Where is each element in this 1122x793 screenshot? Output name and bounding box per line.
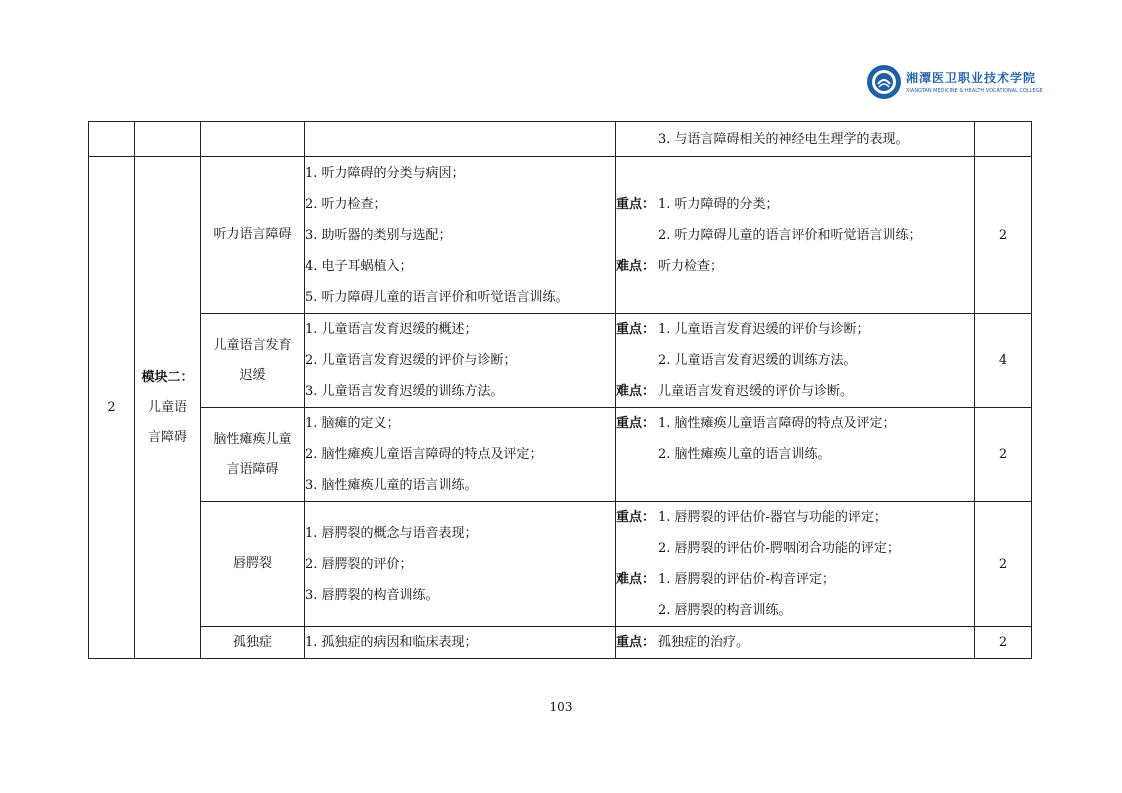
focus-cell: 重点： 孤独症的治疗。 bbox=[616, 627, 975, 659]
hours-cell: 4 bbox=[975, 314, 1032, 408]
hours-cell: 2 bbox=[975, 408, 1032, 502]
page-number: 103 bbox=[549, 700, 573, 714]
content-cell: 1. 听力障碍的分类与病因； 2. 听力检查； 3. 助听器的类别与选配； 4. 电子耳蜗植入； 5. 听力障碍儿童的语言评价和听觉语言训练。 bbox=[305, 157, 616, 314]
topic-cell: 听力语言障碍 bbox=[201, 157, 305, 314]
table-row bbox=[89, 408, 1032, 502]
focus-label: 重点： bbox=[616, 416, 656, 431]
difficulty-label: 难点： bbox=[616, 572, 656, 587]
college-name-en: XIANGTAN MEDICINE & HEALTH VOCATIONAL COLLEGE bbox=[906, 88, 1043, 94]
table-row bbox=[89, 122, 1032, 157]
course-table bbox=[88, 121, 1032, 659]
focus-label: 重点： bbox=[616, 635, 656, 650]
focus-cell: 重点： 1. 脑性瘫痪儿童语言障碍的特点及评定； 2. 脑性瘫痪儿童的语言训练。 bbox=[616, 408, 975, 502]
hours-cell: 2 bbox=[975, 627, 1032, 659]
content-cell: 1. 脑瘫的定义； 2. 脑性瘫痪儿童语言障碍的特点及评定； 3. 脑性瘫痪儿童的语言训练。 bbox=[305, 408, 616, 502]
topic-cell: 孤独症 bbox=[201, 627, 305, 659]
topic-cell: 儿童语言发育 迟缓 bbox=[201, 314, 305, 408]
table-row bbox=[89, 314, 1032, 408]
table-row bbox=[89, 627, 1032, 659]
module-index: 2 bbox=[89, 157, 135, 659]
difficulty-label: 难点： bbox=[616, 384, 656, 399]
focus-cell: 重点： 1. 唇腭裂的评估价-器官与功能的评定； 2. 唇腭裂的评估价-腭咽闭合功能的评定； 难点： 1. 唇腭裂的评估价-构音评定； 2. 唇腭裂的构音训练。 bbox=[616, 502, 975, 627]
content-cell: 1. 孤独症的病因和临床表现； bbox=[305, 627, 616, 659]
topic-cell: 脑性瘫痪儿童 言语障碍 bbox=[201, 408, 305, 502]
focus-label: 重点： bbox=[616, 322, 656, 337]
focus-cell: 3. 与语言障碍相关的神经电生理学的表现。 bbox=[616, 122, 975, 157]
hours-cell: 2 bbox=[975, 157, 1032, 314]
focus-label: 重点： bbox=[616, 196, 656, 212]
content-cell: 1. 唇腭裂的概念与语音表现； 2. 唇腭裂的评价； 3. 唇腭裂的构音训练。 bbox=[305, 502, 616, 627]
focus-cell: 重点： 1. 听力障碍的分类； 2. 听力障碍儿童的语言评价和听觉语言训练； 难点： 听力检查； bbox=[616, 157, 975, 314]
module-name: 模块二： 儿童语 言障碍 bbox=[135, 157, 201, 659]
topic-cell: 唇腭裂 bbox=[201, 502, 305, 627]
college-logo bbox=[866, 64, 1043, 104]
college-emblem-icon bbox=[866, 64, 902, 100]
college-name-cn: 湘潭医卫职业技术学院 bbox=[906, 71, 1037, 85]
table-row bbox=[89, 502, 1032, 627]
focus-label: 重点： bbox=[616, 510, 656, 525]
difficulty-label: 难点： bbox=[616, 258, 656, 274]
table-row bbox=[89, 157, 1032, 314]
focus-cell: 重点： 1. 儿童语言发育迟缓的评价与诊断； 2. 儿童语言发育迟缓的训练方法。 难点： 儿童语言发育迟缓的评价与诊断。 bbox=[616, 314, 975, 408]
hours-cell: 2 bbox=[975, 502, 1032, 627]
content-cell: 1. 儿童语言发育迟缓的概述； 2. 儿童语言发育迟缓的评价与诊断； 3. 儿童语言发育迟缓的训练方法。 bbox=[305, 314, 616, 408]
